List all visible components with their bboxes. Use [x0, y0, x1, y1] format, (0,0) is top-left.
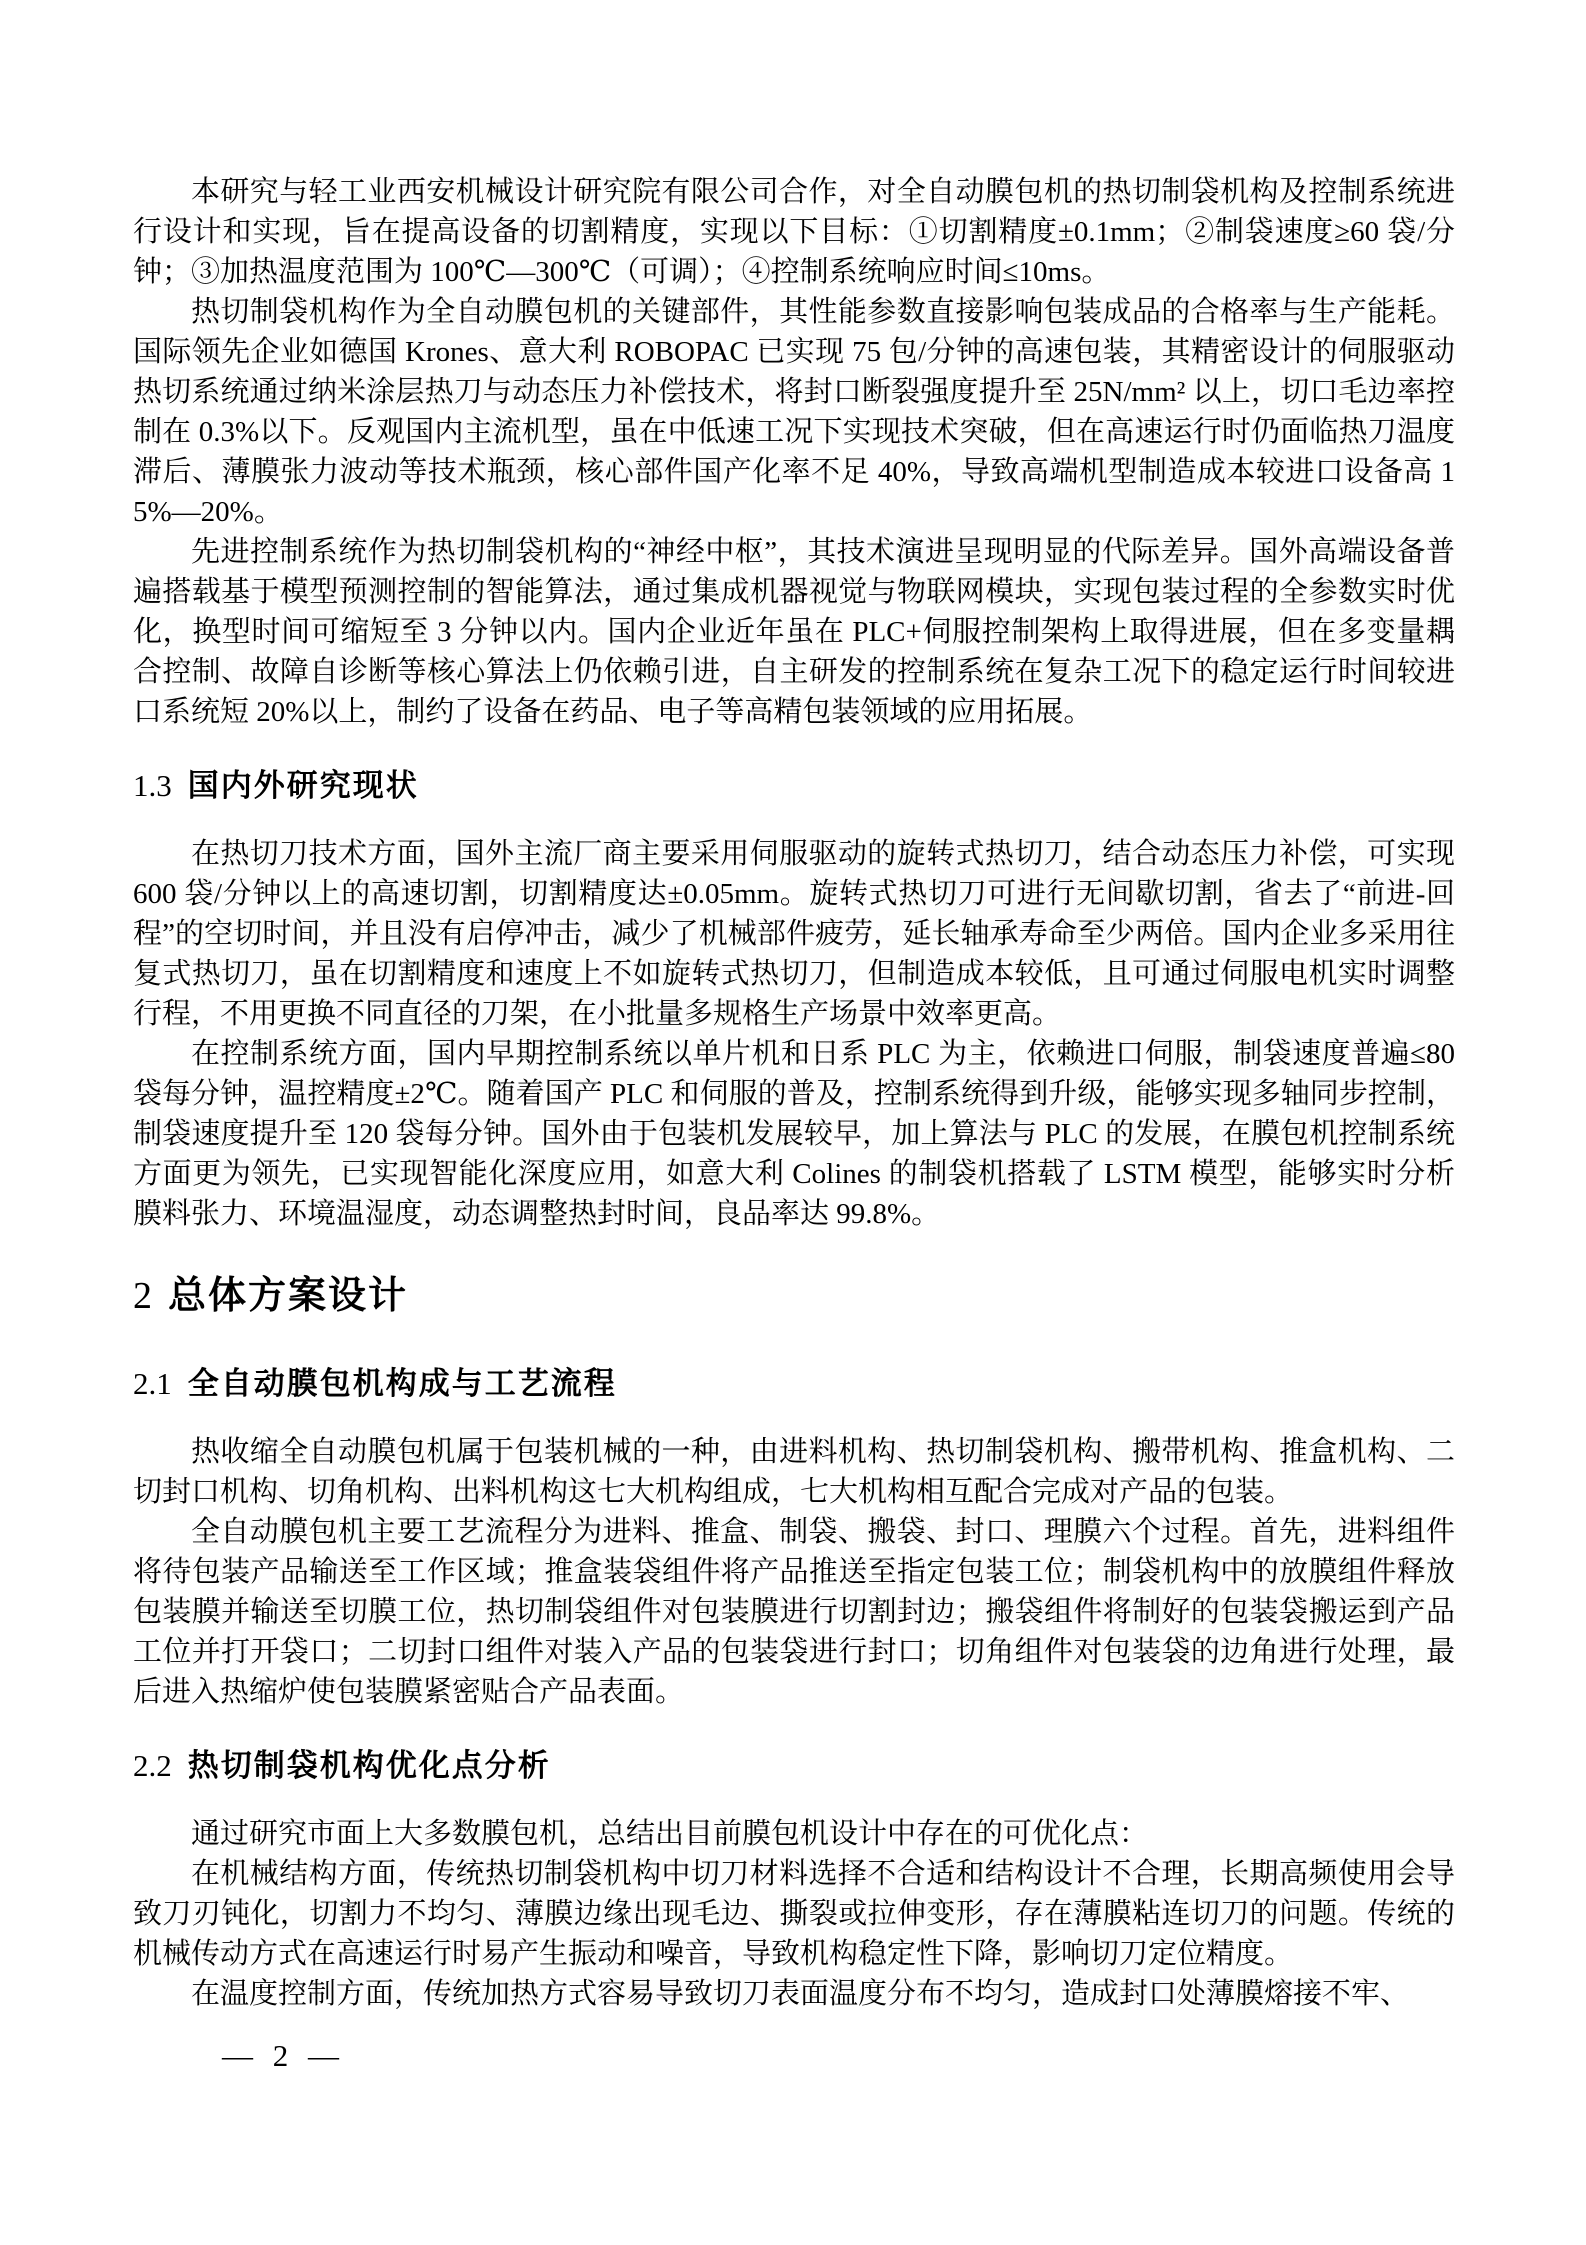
paragraph: 在温度控制方面，传统加热方式容易导致切刀表面温度分布不均匀，造成封口处薄膜熔接不牢、 — [191, 1978, 1410, 2010]
document-content — [133, 0, 1455, 2014]
section-heading-1-3 — [133, 768, 1455, 804]
section-number: 2.2 — [133, 1748, 172, 1783]
section-heading-2-1 — [133, 1366, 1455, 1402]
chapter-heading-2 — [133, 1274, 1455, 1318]
section-number: 1.3 — [133, 768, 172, 803]
page-number: — 2 — — [222, 2038, 345, 2073]
paragraph: 本研究与轻工业西安机械设计研究院有限公司合作，对全自动膜包机的热切制袋机构及控制系统进行设计和实现，旨在提高设备的切割精度，实现以下目标：①切割精度±0.1mm；②制袋速度≥60 袋/分钟；③加热温度范围为 100℃—300℃（可调）；④控制系统响应时间≤10ms。 — [133, 176, 1455, 288]
chapter-title: 总体方案设计 — [168, 1275, 409, 1317]
paragraph: 全自动膜包机主要工艺流程分为进料、推盒、制袋、搬袋、封口、理膜六个过程。首先，进料组件将待包装产品输送至工作区域；推盒装袋组件将产品推送至指定包装工位；制袋机构中的放膜组件释放包装膜并输送至切膜工位，热切制袋组件对包装膜进行切割封边；搬袋组件将制好的包装袋搬运到产品工位并打开袋口；二切封口组件对装入产品的包装袋进行封口；切角组件对包装袋的边角进行处理，最后进入热缩炉使包装膜紧密贴合产品表面。 — [133, 1516, 1455, 1708]
section-title: 全自动膜包机构成与工艺流程 — [187, 1366, 617, 1401]
paragraph: 在控制系统方面，国内早期控制系统以单片机和日系 PLC 为主，依赖进口伺服，制袋速度普遍≤80 袋每分钟，温控精度±2℃。随着国产 PLC 和伺服的普及，控制系统得到升级，能够实现多轴同步控制，制袋速度提升至 120 袋每分钟。国外由于包装机发展较早，加上算法与 PLC 的发展，在膜包机控制系统方面更为领先，已实现智能化深度应用，如意大利 Colines 的制袋机搭载了 LSTM 模型，能够实时分析膜料张力、环境温湿度，动态调整热封时间，良品率达 99.8%。 — [133, 1038, 1455, 1230]
section-number: 2.1 — [133, 1366, 172, 1401]
section-title: 国内外研究现状 — [187, 768, 419, 803]
paragraph: 通过研究市面上大多数膜包机，总结出目前膜包机设计中存在的可优化点： — [191, 1818, 1149, 1850]
section-heading-2-2 — [133, 1748, 1455, 1784]
paragraph: 热收缩全自动膜包机属于包装机械的一种，由进料机构、热切制袋机构、搬带机构、推盒机构、二切封口机构、切角机构、出料机构这七大机构组成，七大机构相互配合完成对产品的包装。 — [133, 1436, 1455, 1508]
paragraph: 热切制袋机构作为全自动膜包机的关键部件，其性能参数直接影响包装成品的合格率与生产能耗。国际领先企业如德国 Krones、意大利 ROBOPAC 已实现 75 包/分钟的高速包装，其精密设计的伺服驱动热切系统通过纳米涂层热刀与动态压力补偿技术，将封口断裂强度提升至 25N/mm² 以上，切口毛边率控制在 0.3%以下。反观国内主流机型，虽在中低速工况下实现技术突破，但在高速运行时仍面临热刀温度滞后、薄膜张力波动等技术瓶颈，核心部件国产化率不足 40%，导致高端机型制造成本较进口设备高 15%—20%。 — [133, 296, 1455, 528]
section-title: 热切制袋机构优化点分析 — [187, 1748, 551, 1783]
paragraph: 先进控制系统作为热切制袋机构的“神经中枢”，其技术演进呈现明显的代际差异。国外高端设备普遍搭载基于模型预测控制的智能算法，通过集成机器视觉与物联网模块，实现包装过程的全参数实时优化，换型时间可缩短至 3 分钟以内。国内企业近年虽在 PLC+伺服控制架构上取得进展，但在多变量耦合控制、故障自诊断等核心算法上仍依赖引进，自主研发的控制系统在复杂工况下的稳定运行时间较进口系统短 20%以上，制约了设备在药品、电子等高精包装领域的应用拓展。 — [133, 536, 1455, 728]
paragraph: 在机械结构方面，传统热切制袋机构中切刀材料选择不合适和结构设计不合理，长期高频使用会导致刀刃钝化，切割力不均匀、薄膜边缘出现毛边、撕裂或拉伸变形，存在薄膜粘连切刀的问题。传统的机械传动方式在高速运行时易产生振动和噪音，导致机构稳定性下降，影响切刀定位精度。 — [133, 1858, 1455, 1970]
chapter-number: 2 — [133, 1275, 152, 1317]
paragraph: 在热切刀技术方面，国外主流厂商主要采用伺服驱动的旋转式热切刀，结合动态压力补偿，可实现 600 袋/分钟以上的高速切割，切割精度达±0.05mm。旋转式热切刀可进行无间歇切割，省去了“前进-回程”的空切时间，并且没有启停冲击，减少了机械部件疲劳，延长轴承寿命至少两倍。国内企业多采用往复式热切刀，虽在切割精度和速度上不如旋转式热切刀，但制造成本较低，且可通过伺服电机实时调整行程，不用更换不同直径的刀架，在小批量多规格生产场景中效率更高。 — [133, 838, 1455, 1030]
